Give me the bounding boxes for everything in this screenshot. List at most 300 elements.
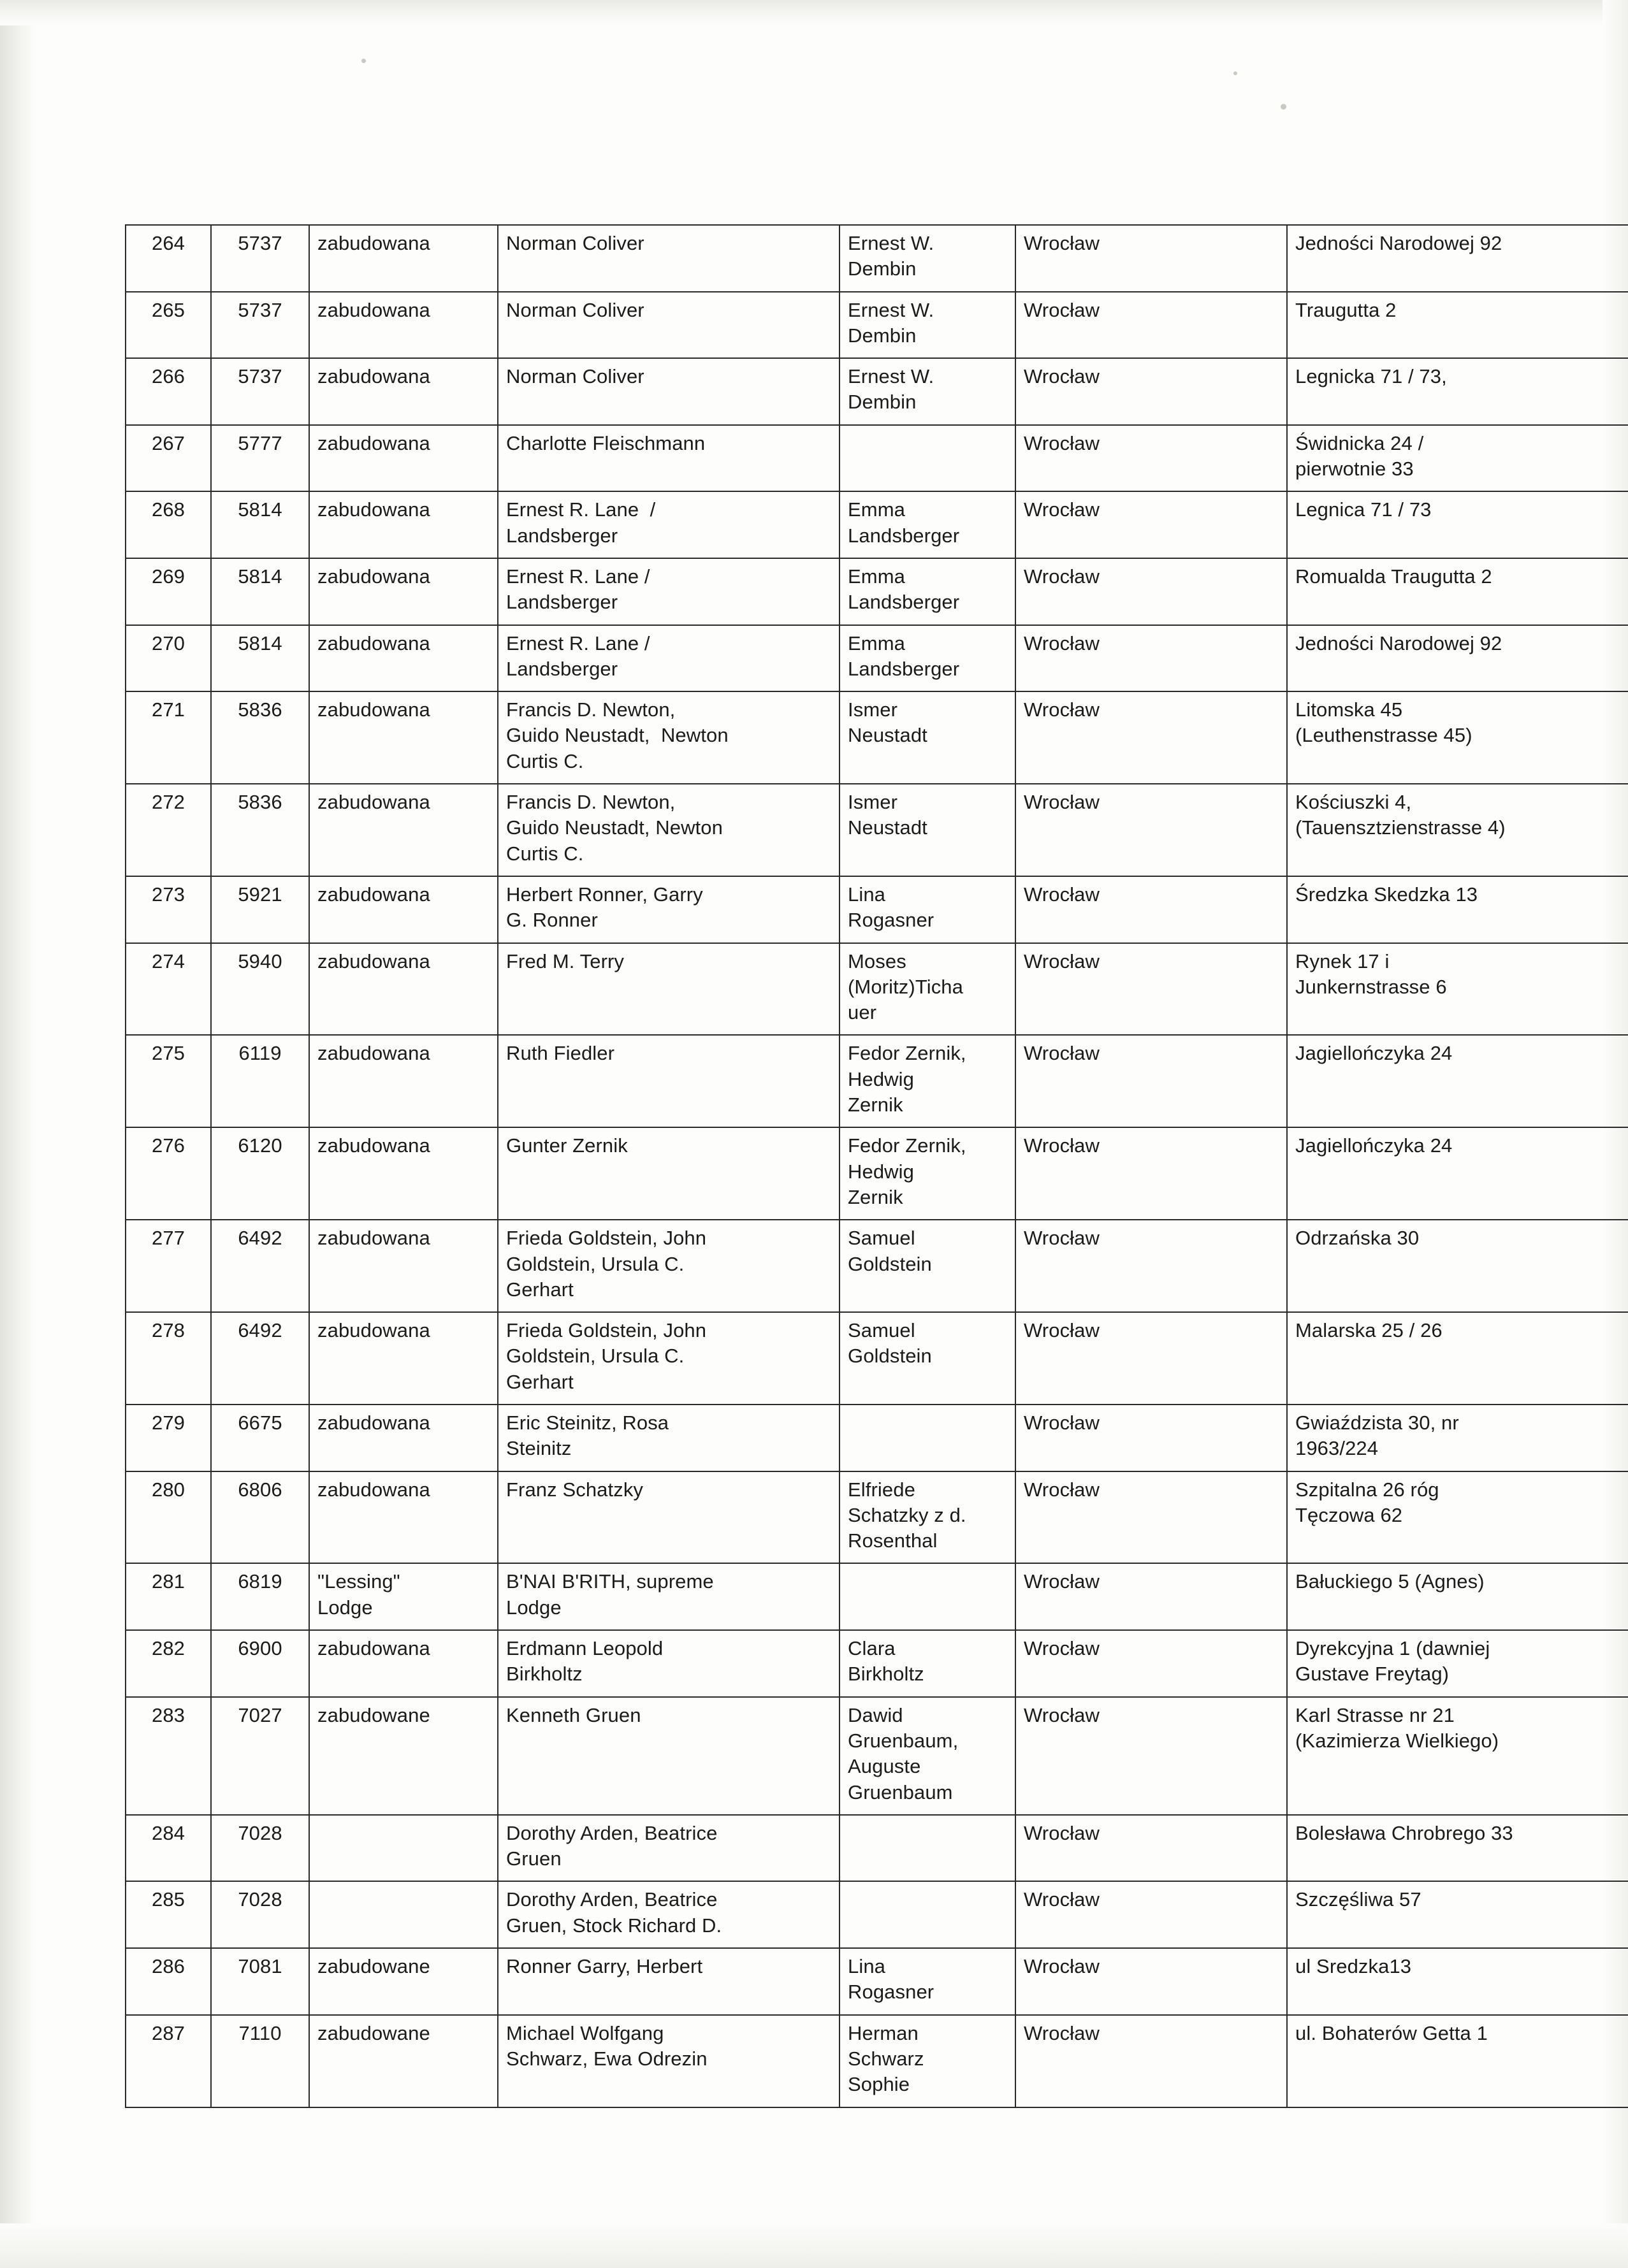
- cell-line: Guido Neustadt, Newton: [506, 724, 729, 747]
- cell-line: Dorothy Arden, Beatrice: [506, 1888, 718, 1911]
- cell-property-type: [309, 1220, 498, 1312]
- cell-line: zabudowana: [317, 365, 430, 388]
- cell-file-no: [211, 943, 309, 1036]
- cell-owner: [498, 784, 839, 876]
- cell-line: Birkholtz: [506, 1663, 583, 1686]
- table-row: [126, 292, 1628, 359]
- cell-file-no: [211, 1563, 309, 1630]
- cell-file-no: [211, 1220, 309, 1312]
- cell-line: 6119: [238, 1042, 282, 1065]
- cell-line: Gruen: [506, 1847, 562, 1870]
- cell-previous-owner: [839, 876, 1015, 943]
- cell-previous-owner: [839, 1697, 1015, 1815]
- cell-property-type: [309, 1630, 498, 1697]
- cell-address: [1287, 1697, 1628, 1815]
- cell-city: [1015, 1563, 1287, 1630]
- cell-no: [126, 225, 211, 292]
- cell-line: Wrocław: [1024, 565, 1100, 588]
- cell-address: [1287, 1881, 1628, 1948]
- cell-address: [1287, 292, 1628, 359]
- table-row: [126, 425, 1628, 492]
- cell-city: [1015, 691, 1287, 784]
- cell-address: [1287, 1312, 1628, 1405]
- cell-no: [126, 1220, 211, 1312]
- cell-line: Gruenbaum: [848, 1780, 953, 1803]
- cell-line: [317, 1821, 490, 1846]
- cell-previous-owner: [839, 1563, 1015, 1630]
- cell-line: Moses: [848, 950, 906, 972]
- cell-owner: [498, 1697, 839, 1815]
- cell-line: 6819: [238, 1570, 282, 1593]
- cell-line: zabudowana: [317, 1637, 430, 1660]
- cell-no: [126, 1697, 211, 1815]
- cell-line: Wrocław: [1024, 232, 1100, 254]
- cell-no: [126, 784, 211, 876]
- cell-line: Ernest W.: [848, 365, 934, 388]
- cell-line: zabudowana: [317, 698, 430, 721]
- cell-line: Szpitalna 26 róg: [1295, 1478, 1439, 1501]
- cell-no: [126, 425, 211, 492]
- scan-edge-bottom: [0, 2223, 1628, 2268]
- cell-line: Jagiellończyka 24: [1295, 1134, 1453, 1157]
- cell-property-type: [309, 1405, 498, 1471]
- cell-line: (Moritz)Ticha: [848, 975, 963, 998]
- cell-line: (Kazimierza Wielkiego): [1295, 1729, 1499, 1752]
- cell-line: Gruen, Stock Richard D.: [506, 1914, 722, 1937]
- cell-line: "Lessing": [317, 1570, 400, 1593]
- cell-line: Emma: [848, 632, 905, 654]
- cell-line: Curtis C.: [506, 842, 584, 865]
- cell-line: Gwiaździsta 30, nr: [1295, 1411, 1459, 1434]
- cell-line: Dembin: [848, 257, 917, 280]
- cell-line: zabudowana: [317, 1134, 430, 1157]
- cell-file-no: [211, 1471, 309, 1564]
- cell-previous-owner: [839, 691, 1015, 784]
- cell-previous-owner: [839, 425, 1015, 492]
- cell-line: Landsberger: [506, 657, 618, 680]
- cell-city: [1015, 491, 1287, 558]
- cell-line: Neustadt: [848, 724, 927, 747]
- cell-line: 6900: [238, 1637, 282, 1660]
- cell-line: uer: [848, 1001, 877, 1024]
- cell-file-no: [211, 1697, 309, 1815]
- cell-line: Wrocław: [1024, 298, 1100, 321]
- cell-city: [1015, 1471, 1287, 1564]
- cell-owner: [498, 558, 839, 625]
- cell-line: 5737: [238, 232, 282, 254]
- table-row: [126, 1220, 1628, 1312]
- table-row: [126, 943, 1628, 1036]
- cell-line: Wrocław: [1024, 883, 1100, 906]
- cell-line: 6806: [238, 1478, 282, 1501]
- scan-speck: [1233, 71, 1237, 75]
- cell-line: Romualda Traugutta 2: [1295, 565, 1492, 588]
- cell-line: Landsberger: [848, 591, 960, 614]
- cell-line: 6492: [238, 1227, 282, 1250]
- cell-owner: [498, 1563, 839, 1630]
- cell-previous-owner: [839, 1127, 1015, 1220]
- cell-line: Wrocław: [1024, 1319, 1100, 1342]
- cell-line: Zernik: [848, 1185, 903, 1208]
- cell-city: [1015, 1035, 1287, 1127]
- cell-line: 287: [151, 2021, 185, 2044]
- cell-line: zabudowana: [317, 431, 430, 454]
- cell-line: 265: [151, 298, 185, 321]
- cell-property-type: [309, 491, 498, 558]
- cell-owner: [498, 425, 839, 492]
- cell-owner: [498, 292, 839, 359]
- cell-property-type: [309, 943, 498, 1036]
- cell-line: zabudowana: [317, 791, 430, 814]
- cell-file-no: [211, 1630, 309, 1697]
- cell-owner: [498, 358, 839, 425]
- cell-line: zabudowana: [317, 1042, 430, 1065]
- cell-no: [126, 292, 211, 359]
- cell-city: [1015, 1815, 1287, 1882]
- cell-property-type: [309, 691, 498, 784]
- scan-edge-left: [0, 0, 37, 2268]
- cell-no: [126, 1815, 211, 1882]
- cell-line: Jagiellończyka 24: [1295, 1042, 1453, 1065]
- cell-city: [1015, 625, 1287, 692]
- cell-line: Norman Coliver: [506, 232, 644, 254]
- cell-line: 5836: [238, 791, 282, 814]
- cell-line: 275: [151, 1042, 185, 1065]
- cell-line: Kościuszki 4,: [1295, 791, 1412, 814]
- cell-city: [1015, 558, 1287, 625]
- cell-previous-owner: [839, 1405, 1015, 1471]
- cell-city: [1015, 876, 1287, 943]
- cell-line: 286: [151, 1955, 185, 1978]
- cell-line: Gerhart: [506, 1370, 574, 1393]
- cell-line: Wrocław: [1024, 698, 1100, 721]
- table-row: [126, 2015, 1628, 2107]
- cell-line: (Leuthenstrasse 45): [1295, 724, 1472, 747]
- cell-line: Guido Neustadt, Newton: [506, 816, 723, 839]
- cell-line: 5814: [238, 498, 282, 521]
- cell-city: [1015, 1127, 1287, 1220]
- cell-line: Gustave Freytag): [1295, 1663, 1450, 1686]
- cell-file-no: [211, 358, 309, 425]
- cell-line: Jedności Narodowej 92: [1295, 632, 1502, 654]
- cell-line: (Tauensztzienstrasse 4): [1295, 816, 1506, 839]
- table-row: [126, 876, 1628, 943]
- cell-line: pierwotnie 33: [1295, 458, 1414, 480]
- cell-line: Norman Coliver: [506, 298, 644, 321]
- cell-line: Świdnicka 24 /: [1295, 431, 1424, 454]
- cell-file-no: [211, 425, 309, 492]
- cell-owner: [498, 943, 839, 1036]
- cell-no: [126, 1312, 211, 1405]
- cell-line: Herman: [848, 2021, 919, 2044]
- cell-owner: [498, 225, 839, 292]
- table-row: [126, 358, 1628, 425]
- cell-property-type: [309, 292, 498, 359]
- table-row: [126, 1312, 1628, 1405]
- cell-line: 267: [151, 431, 185, 454]
- cell-line: 5777: [238, 431, 282, 454]
- cell-line: Tęczowa 62: [1295, 1503, 1403, 1526]
- cell-city: [1015, 1312, 1287, 1405]
- cell-line: Elfriede: [848, 1478, 915, 1501]
- cell-line: Frieda Goldstein, John: [506, 1319, 707, 1342]
- cell-owner: [498, 1881, 839, 1948]
- cell-line: Wrocław: [1024, 1637, 1100, 1660]
- cell-owner: [498, 1405, 839, 1471]
- cell-line: 7027: [238, 1703, 282, 1726]
- cell-address: [1287, 491, 1628, 558]
- cell-previous-owner: [839, 1220, 1015, 1312]
- cell-address: [1287, 1815, 1628, 1882]
- registry-table-container: [125, 224, 1515, 2108]
- cell-city: [1015, 2015, 1287, 2107]
- cell-no: [126, 1563, 211, 1630]
- cell-no: [126, 625, 211, 692]
- table-row: [126, 558, 1628, 625]
- cell-line: Bolesława Chrobrego 33: [1295, 1821, 1513, 1844]
- cell-line: Norman Coliver: [506, 365, 644, 388]
- cell-line: Landsberger: [506, 524, 618, 547]
- cell-line: zabudowana: [317, 498, 430, 521]
- cell-previous-owner: [839, 625, 1015, 692]
- cell-property-type: [309, 1697, 498, 1815]
- cell-previous-owner: [839, 491, 1015, 558]
- cell-file-no: [211, 876, 309, 943]
- table-row: [126, 1881, 1628, 1948]
- cell-city: [1015, 425, 1287, 492]
- cell-property-type: [309, 558, 498, 625]
- cell-line: Emma: [848, 498, 905, 521]
- cell-city: [1015, 1220, 1287, 1312]
- cell-line: 7110: [238, 2021, 282, 2044]
- cell-file-no: [211, 491, 309, 558]
- cell-line: Dawid: [848, 1703, 903, 1726]
- cell-line: Eric Steinitz, Rosa: [506, 1411, 669, 1434]
- cell-line: zabudowana: [317, 298, 430, 321]
- cell-line: 7028: [238, 1888, 282, 1911]
- cell-line: zabudowane: [317, 2021, 430, 2044]
- cell-line: Rynek 17 i: [1295, 950, 1390, 972]
- cell-line: Landsberger: [506, 591, 618, 614]
- cell-line: Wrocław: [1024, 431, 1100, 454]
- cell-line: Lina: [848, 883, 886, 906]
- cell-line: Samuel: [848, 1319, 915, 1342]
- cell-line: Litomska 45: [1295, 698, 1403, 721]
- cell-line: zabudowana: [317, 1478, 430, 1501]
- cell-address: [1287, 784, 1628, 876]
- cell-file-no: [211, 1405, 309, 1471]
- cell-address: [1287, 876, 1628, 943]
- cell-property-type: [309, 784, 498, 876]
- cell-no: [126, 358, 211, 425]
- cell-property-type: [309, 1127, 498, 1220]
- cell-previous-owner: [839, 1881, 1015, 1948]
- cell-line: Schatzky z d.: [848, 1503, 966, 1526]
- cell-line: Emma: [848, 565, 905, 588]
- cell-no: [126, 1881, 211, 1948]
- cell-line: Goldstein: [848, 1252, 932, 1275]
- table-row: [126, 1697, 1628, 1815]
- cell-line: Wrocław: [1024, 1227, 1100, 1250]
- cell-address: [1287, 691, 1628, 784]
- cell-no: [126, 1948, 211, 2015]
- cell-line: 5814: [238, 632, 282, 654]
- cell-file-no: [211, 1948, 309, 2015]
- cell-property-type: [309, 2015, 498, 2107]
- cell-line: Malarska 25 / 26: [1295, 1319, 1443, 1342]
- cell-line: 277: [151, 1227, 185, 1250]
- cell-address: [1287, 558, 1628, 625]
- cell-city: [1015, 292, 1287, 359]
- cell-line: Kenneth Gruen: [506, 1703, 641, 1726]
- cell-line: Wrocław: [1024, 1703, 1100, 1726]
- cell-line: [848, 1821, 1007, 1846]
- cell-no: [126, 1405, 211, 1471]
- cell-line: zabudowana: [317, 883, 430, 906]
- cell-owner: [498, 1220, 839, 1312]
- cell-line: Rogasner: [848, 909, 934, 932]
- cell-line: Ronner Garry, Herbert: [506, 1955, 703, 1978]
- cell-line: Rosenthal: [848, 1529, 938, 1552]
- cell-owner: [498, 691, 839, 784]
- cell-line: 282: [151, 1637, 185, 1660]
- cell-owner: [498, 2015, 839, 2107]
- registry-table: [125, 224, 1628, 2108]
- cell-line: Wrocław: [1024, 365, 1100, 388]
- cell-line: Wrocław: [1024, 791, 1100, 814]
- cell-line: Legnica 71 / 73: [1295, 498, 1432, 521]
- table-row: [126, 1471, 1628, 1564]
- scan-speck: [361, 59, 366, 63]
- cell-line: 271: [151, 698, 185, 721]
- table-row: [126, 225, 1628, 292]
- cell-line: [317, 1887, 490, 1912]
- cell-previous-owner: [839, 225, 1015, 292]
- table-row: [126, 625, 1628, 692]
- cell-previous-owner: [839, 1630, 1015, 1697]
- cell-owner: [498, 1035, 839, 1127]
- cell-file-no: [211, 1035, 309, 1127]
- cell-line: Schwarz: [848, 2047, 924, 2070]
- registry-table-body: [126, 225, 1628, 2107]
- cell-line: Wrocław: [1024, 1821, 1100, 1844]
- cell-line: Erdmann Leopold: [506, 1637, 664, 1660]
- cell-file-no: [211, 625, 309, 692]
- cell-line: 6492: [238, 1319, 282, 1342]
- cell-owner: [498, 625, 839, 692]
- cell-line: Traugutta 2: [1295, 298, 1397, 321]
- cell-line: Landsberger: [848, 524, 960, 547]
- cell-property-type: [309, 1471, 498, 1564]
- table-row: [126, 1948, 1628, 2015]
- cell-owner: [498, 1471, 839, 1564]
- cell-line: [848, 1887, 1007, 1912]
- cell-previous-owner: [839, 1312, 1015, 1405]
- cell-address: [1287, 1220, 1628, 1312]
- cell-line: Ernest R. Lane /: [506, 565, 650, 588]
- cell-line: Franz Schatzky: [506, 1478, 644, 1501]
- table-row: [126, 1630, 1628, 1697]
- cell-file-no: [211, 558, 309, 625]
- cell-line: Dembin: [848, 324, 917, 347]
- cell-address: [1287, 1035, 1628, 1127]
- cell-line: 6675: [238, 1411, 282, 1434]
- cell-line: zabudowane: [317, 1955, 430, 1978]
- cell-line: Wrocław: [1024, 1134, 1100, 1157]
- cell-no: [126, 1471, 211, 1564]
- cell-line: Sophie: [848, 2073, 910, 2096]
- table-row: [126, 1563, 1628, 1630]
- cell-line: Legnicka 71 / 73,: [1295, 365, 1447, 388]
- cell-city: [1015, 943, 1287, 1036]
- table-row: [126, 491, 1628, 558]
- cell-line: 5814: [238, 565, 282, 588]
- cell-line: ul. Bohaterów Getta 1: [1295, 2021, 1488, 2044]
- cell-previous-owner: [839, 358, 1015, 425]
- cell-address: [1287, 425, 1628, 492]
- cell-line: Ernest R. Lane /: [506, 498, 656, 521]
- cell-no: [126, 943, 211, 1036]
- cell-city: [1015, 784, 1287, 876]
- cell-property-type: [309, 225, 498, 292]
- cell-line: Rogasner: [848, 1981, 934, 2004]
- cell-line: zabudowana: [317, 1319, 430, 1342]
- cell-address: [1287, 1405, 1628, 1471]
- cell-file-no: [211, 1815, 309, 1882]
- cell-no: [126, 691, 211, 784]
- cell-no: [126, 1630, 211, 1697]
- cell-previous-owner: [839, 784, 1015, 876]
- cell-line: Jedności Narodowej 92: [1295, 232, 1502, 254]
- cell-line: zabudowana: [317, 1411, 430, 1434]
- cell-line: Średzka Skedzka 13: [1295, 883, 1478, 906]
- cell-owner: [498, 876, 839, 943]
- cell-line: Auguste: [848, 1755, 921, 1778]
- cell-line: Gerhart: [506, 1278, 574, 1301]
- cell-line: Wrocław: [1024, 1478, 1100, 1501]
- cell-line: Goldstein: [848, 1345, 932, 1368]
- cell-property-type: [309, 425, 498, 492]
- cell-line: Ernest W.: [848, 298, 934, 321]
- cell-line: Wrocław: [1024, 1570, 1100, 1593]
- cell-file-no: [211, 2015, 309, 2107]
- cell-line: 266: [151, 365, 185, 388]
- table-row: [126, 1815, 1628, 1882]
- cell-no: [126, 876, 211, 943]
- cell-address: [1287, 358, 1628, 425]
- cell-line: zabudowana: [317, 565, 430, 588]
- cell-line: 278: [151, 1319, 185, 1342]
- cell-no: [126, 491, 211, 558]
- cell-line: Hedwig: [848, 1160, 914, 1183]
- cell-line: 7028: [238, 1821, 282, 1844]
- cell-line: Curtis C.: [506, 749, 584, 772]
- cell-address: [1287, 625, 1628, 692]
- cell-file-no: [211, 1312, 309, 1405]
- cell-line: zabudowana: [317, 232, 430, 254]
- cell-line: Bałuckiego 5 (Agnes): [1295, 1570, 1485, 1593]
- cell-line: Odrzańska 30: [1295, 1227, 1420, 1250]
- cell-line: Neustadt: [848, 816, 927, 839]
- cell-previous-owner: [839, 943, 1015, 1036]
- cell-line: 264: [151, 232, 185, 254]
- cell-address: [1287, 225, 1628, 292]
- cell-line: 276: [151, 1134, 185, 1157]
- cell-previous-owner: [839, 1471, 1015, 1564]
- cell-line: zabudowana: [317, 1227, 430, 1250]
- cell-line: 283: [151, 1703, 185, 1726]
- cell-owner: [498, 1312, 839, 1405]
